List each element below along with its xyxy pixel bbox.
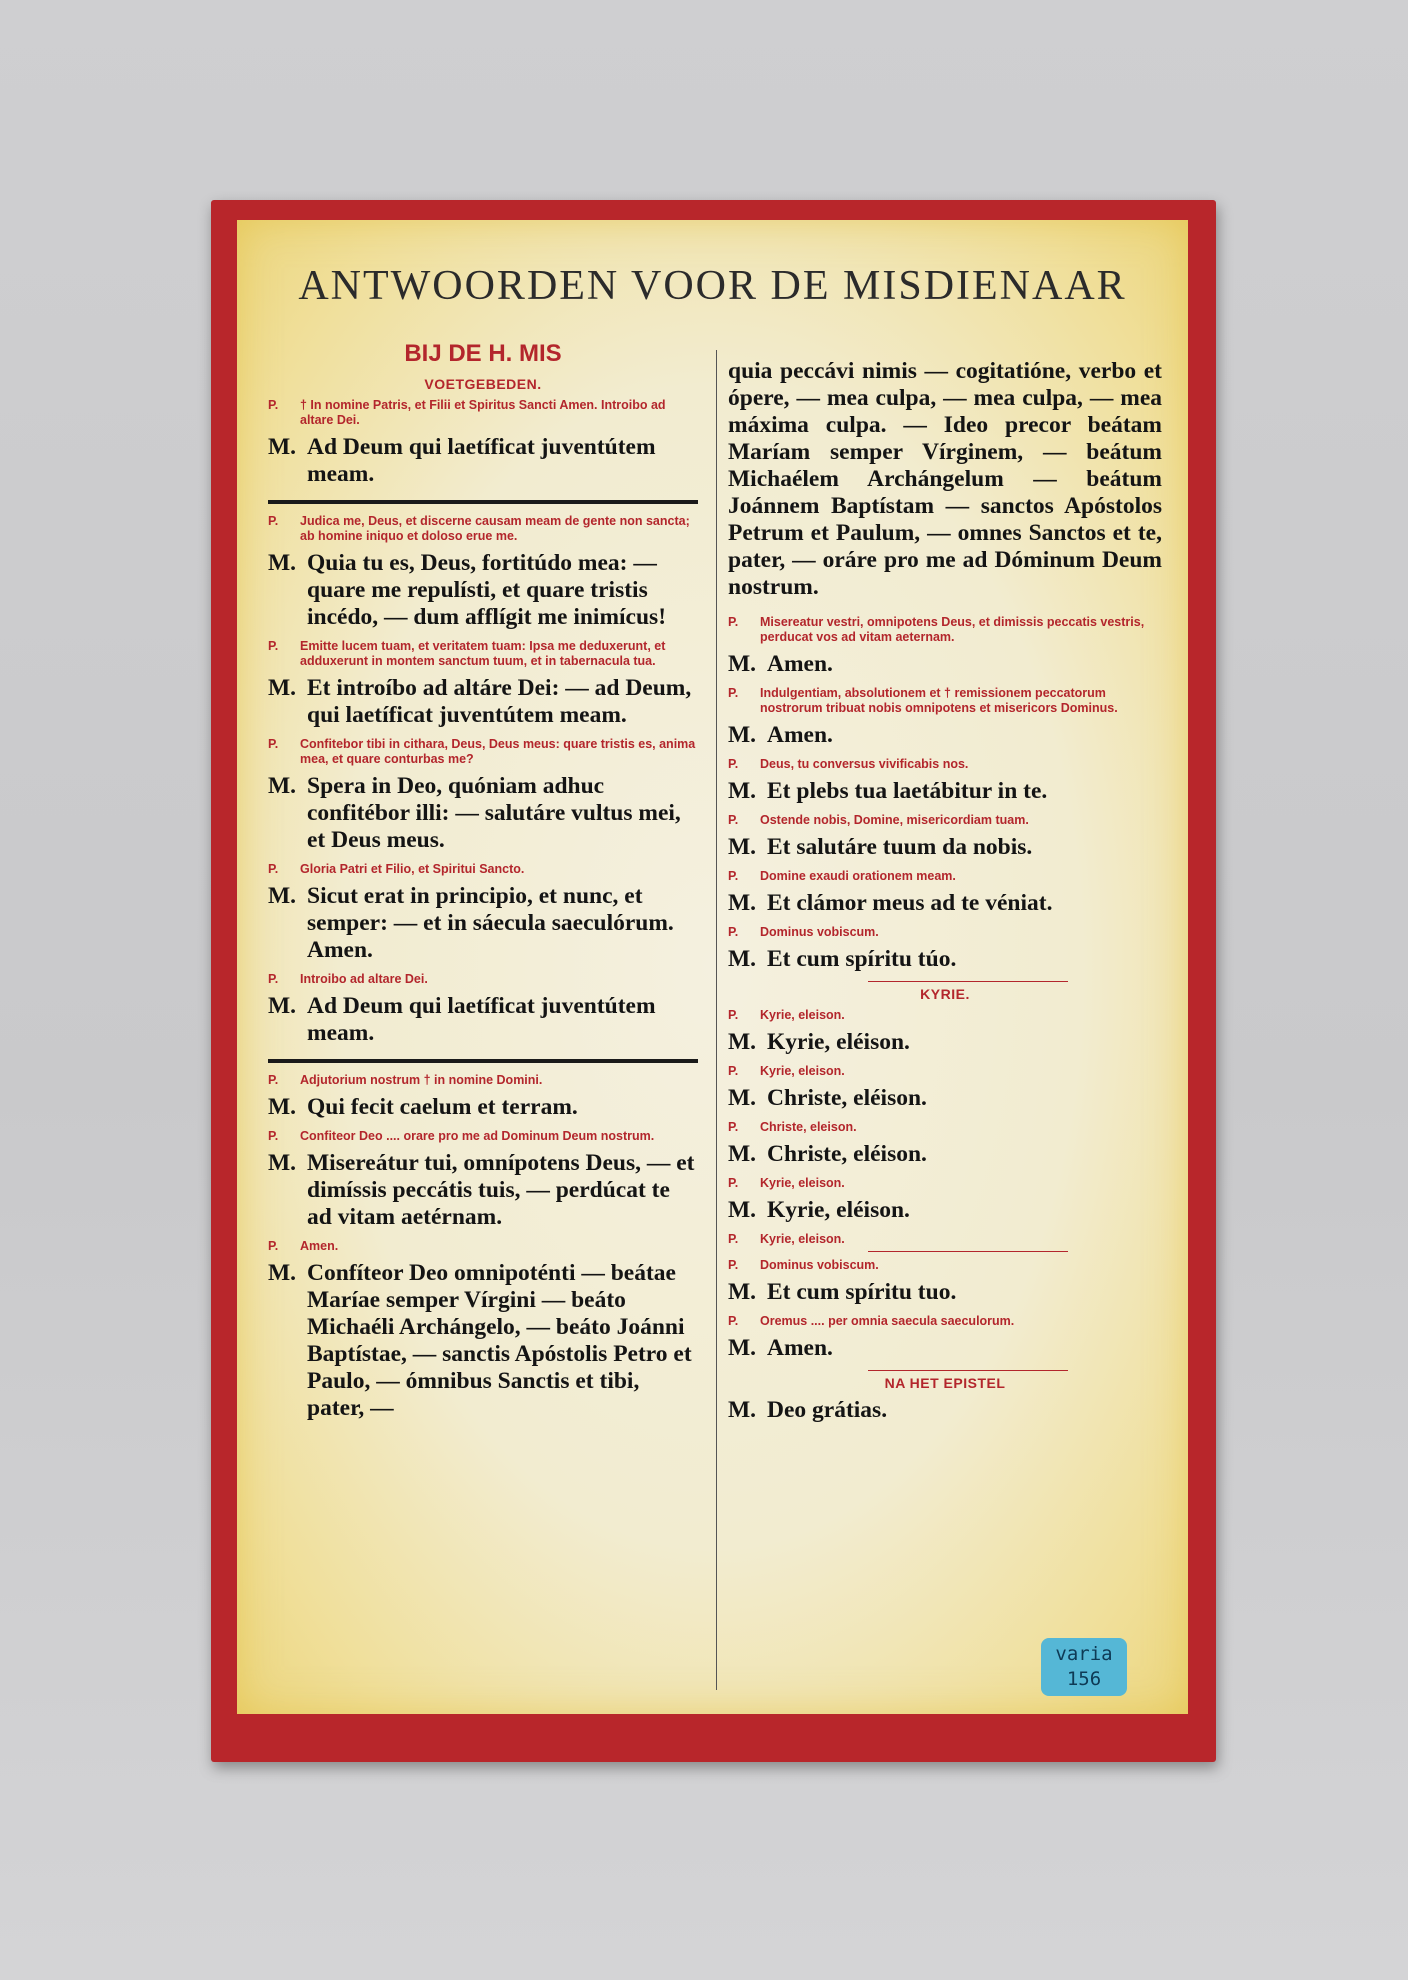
response-block bbox=[728, 925, 1162, 973]
server-line: M. Kyrie, eléison. bbox=[728, 1029, 910, 1055]
kyrie-block bbox=[728, 1008, 1162, 1247]
priest-line: P. Dominus vobiscum. bbox=[728, 925, 879, 939]
priest-line: P. Adjutorium nostrum † in nomine Domini. bbox=[268, 1073, 543, 1087]
column-divider bbox=[716, 350, 717, 1690]
epistel-heading: NA HET EPISTEL bbox=[884, 1375, 1006, 1391]
left-column bbox=[268, 340, 698, 1430]
server-line: M. Qui fecit caelum et terram. bbox=[268, 1094, 578, 1120]
kyrie-heading: KYRIE. bbox=[920, 986, 970, 1002]
response-block bbox=[268, 972, 698, 1047]
server-line: M. Et cum spíritu tuo. bbox=[728, 1279, 957, 1305]
short-rule bbox=[868, 1370, 1068, 1371]
response-block bbox=[268, 514, 698, 631]
server-line: M. Amen. bbox=[728, 722, 833, 748]
priest-line: P. Dominus vobiscum. bbox=[728, 1258, 879, 1272]
response-block bbox=[728, 1258, 1162, 1306]
response-block bbox=[728, 1314, 1162, 1362]
response-block bbox=[268, 1073, 698, 1121]
priest-line: P. Confiteor Deo .... orare pro me ad Dominum Deum nostrum. bbox=[268, 1129, 655, 1143]
priest-line: P. Confitebor tibi in cithara, Deus, Deus meus: quare tristis es, anima mea, et quare conturbas me? bbox=[268, 737, 696, 766]
server-line: M. Spera in Deo, quóniam adhuc confitébor illi: — salutáre vultus mei, et Deus meus. bbox=[268, 773, 681, 853]
server-line: M. Sicut erat in principio, et nunc, et semper: — et in sáecula saeculórum. Amen. bbox=[268, 883, 674, 963]
priest-line: P. Judica me, Deus, et discerne causam meam de gente non sancta; ab homine iniquo et doloso erue me. bbox=[268, 514, 690, 543]
server-line: M. Amen. bbox=[728, 1335, 833, 1361]
response-block bbox=[268, 639, 698, 729]
confiteor-continuation: quia peccávi nimis — cogitatióne, verbo et ópere, — mea culpa, — mea culpa, — mea máxima culpa. — Ideo precor beátam Maríam semper Vírginem, — beátum Michaélem Archángelum — beátum Joánnem Baptístam — sanctos Apóstolos Petrum et Paulum, — omnes Sanctos et te, pater, — oráre pro me ad Dóminum Deum nostrum. bbox=[728, 358, 1162, 600]
server-line: M. Ad Deum qui laetíficat juventútem meam. bbox=[268, 993, 656, 1046]
server-line: M. Misereátur tui, omnípotens Deus, — et dimíssis peccátis tuis, — perdúcat te ad vitam aetérnam. bbox=[268, 1150, 695, 1230]
server-line: M. Deo grátias. bbox=[728, 1397, 888, 1423]
priest-line: P. Kyrie, eleison. bbox=[728, 1176, 845, 1190]
response-block bbox=[268, 737, 698, 854]
server-line: M. Et cum spíritu túo. bbox=[728, 946, 957, 972]
priest-line: P. Indulgentiam, absolutionem et † remissionem peccatorum nostrorum tribuat nobis omnipotens et misericors Dominus. bbox=[728, 686, 1118, 715]
server-line: M. Et introíbo ad altáre Dei: — ad Deum, qui laetíficat juventútem meam. bbox=[268, 675, 692, 728]
server-line: M. Amen. bbox=[728, 651, 833, 677]
server-line: M. Christe, eléison. bbox=[728, 1141, 927, 1167]
server-line: M. Et clámor meus ad te véniat. bbox=[728, 890, 1053, 916]
priest-line: P. Christe, eleison. bbox=[728, 1120, 857, 1134]
response-block bbox=[728, 813, 1162, 861]
short-rule bbox=[868, 1251, 1068, 1252]
priest-line: P. Deus, tu conversus vivificabis nos. bbox=[728, 757, 969, 771]
priest-line: P. Kyrie, eleison. bbox=[728, 1232, 845, 1246]
priest-line: P. Gloria Patri et Filio, et Spiritui Sancto. bbox=[268, 862, 525, 876]
priest-line: P. Ostende nobis, Domine, misericordiam tuam. bbox=[728, 813, 1029, 827]
response-block bbox=[268, 1129, 698, 1231]
section-subheading: VOETGEBEDEN. bbox=[424, 376, 542, 392]
priest-line: P. Kyrie, eleison. bbox=[728, 1064, 845, 1078]
library-label-sticker: varia 156 bbox=[1041, 1638, 1127, 1696]
priest-line: P. Oremus .... per omnia saecula saeculorum. bbox=[728, 1314, 1015, 1328]
response-block bbox=[268, 862, 698, 964]
priest-line: P. Amen. bbox=[268, 1239, 339, 1253]
server-line: M. Ad Deum qui laetíficat juventútem meam. bbox=[268, 434, 656, 487]
page-title: ANTWOORDEN VOOR DE MISDIENAAR bbox=[298, 263, 1127, 309]
response-block bbox=[268, 1239, 698, 1422]
priest-line: P. Emitte lucem tuam, et veritatem tuam: Ipsa me deduxerunt, et adduxerunt in montem sanctum tuum, et in tabernacula tua. bbox=[268, 639, 666, 668]
server-line: M. Et plebs tua laetábitur in te. bbox=[728, 778, 1048, 804]
response-block bbox=[268, 398, 698, 488]
response-block bbox=[728, 615, 1162, 678]
response-block bbox=[728, 869, 1162, 917]
section-rule bbox=[268, 1059, 698, 1063]
server-line: M. Quia tu es, Deus, fortitúdo mea: — quare me repulísti, et quare tristis incédo, — dum afflígit me inimícus! bbox=[268, 550, 667, 630]
response-block bbox=[728, 757, 1162, 805]
response-block bbox=[728, 686, 1162, 749]
right-column bbox=[728, 358, 1162, 1432]
short-rule bbox=[868, 981, 1068, 982]
priest-line: P. Misereatur vestri, omnipotens Deus, et dimissis peccatis vestris, perducat vos ad vitam aeternam. bbox=[728, 615, 1145, 644]
section-heading: BIJ DE H. MIS bbox=[404, 340, 562, 367]
server-line: M. Et salutáre tuum da nobis. bbox=[728, 834, 1033, 860]
priest-line: P. Introibo ad altare Dei. bbox=[268, 972, 428, 986]
section-rule bbox=[268, 500, 698, 504]
server-line: M. Confíteor Deo omnipoténti — beátae Maríae semper Vírgini — beáto Michaéli Archángelo, — beáto Joánni Baptístae, — sanctis Apóstolis Petro et Paulo, — ómnibus Sanctis et tibi, pater, — bbox=[268, 1260, 692, 1421]
server-line: M. Kyrie, eléison. bbox=[728, 1197, 910, 1223]
priest-line: P. Domine exaudi orationem meam. bbox=[728, 869, 956, 883]
priest-line: P. Kyrie, eleison. bbox=[728, 1008, 845, 1022]
server-line: M. Christe, eléison. bbox=[728, 1085, 927, 1111]
priest-line: P. † In nomine Patris, et Filii et Spiritus Sancti Amen. Introibo ad altare Dei. bbox=[268, 398, 666, 427]
